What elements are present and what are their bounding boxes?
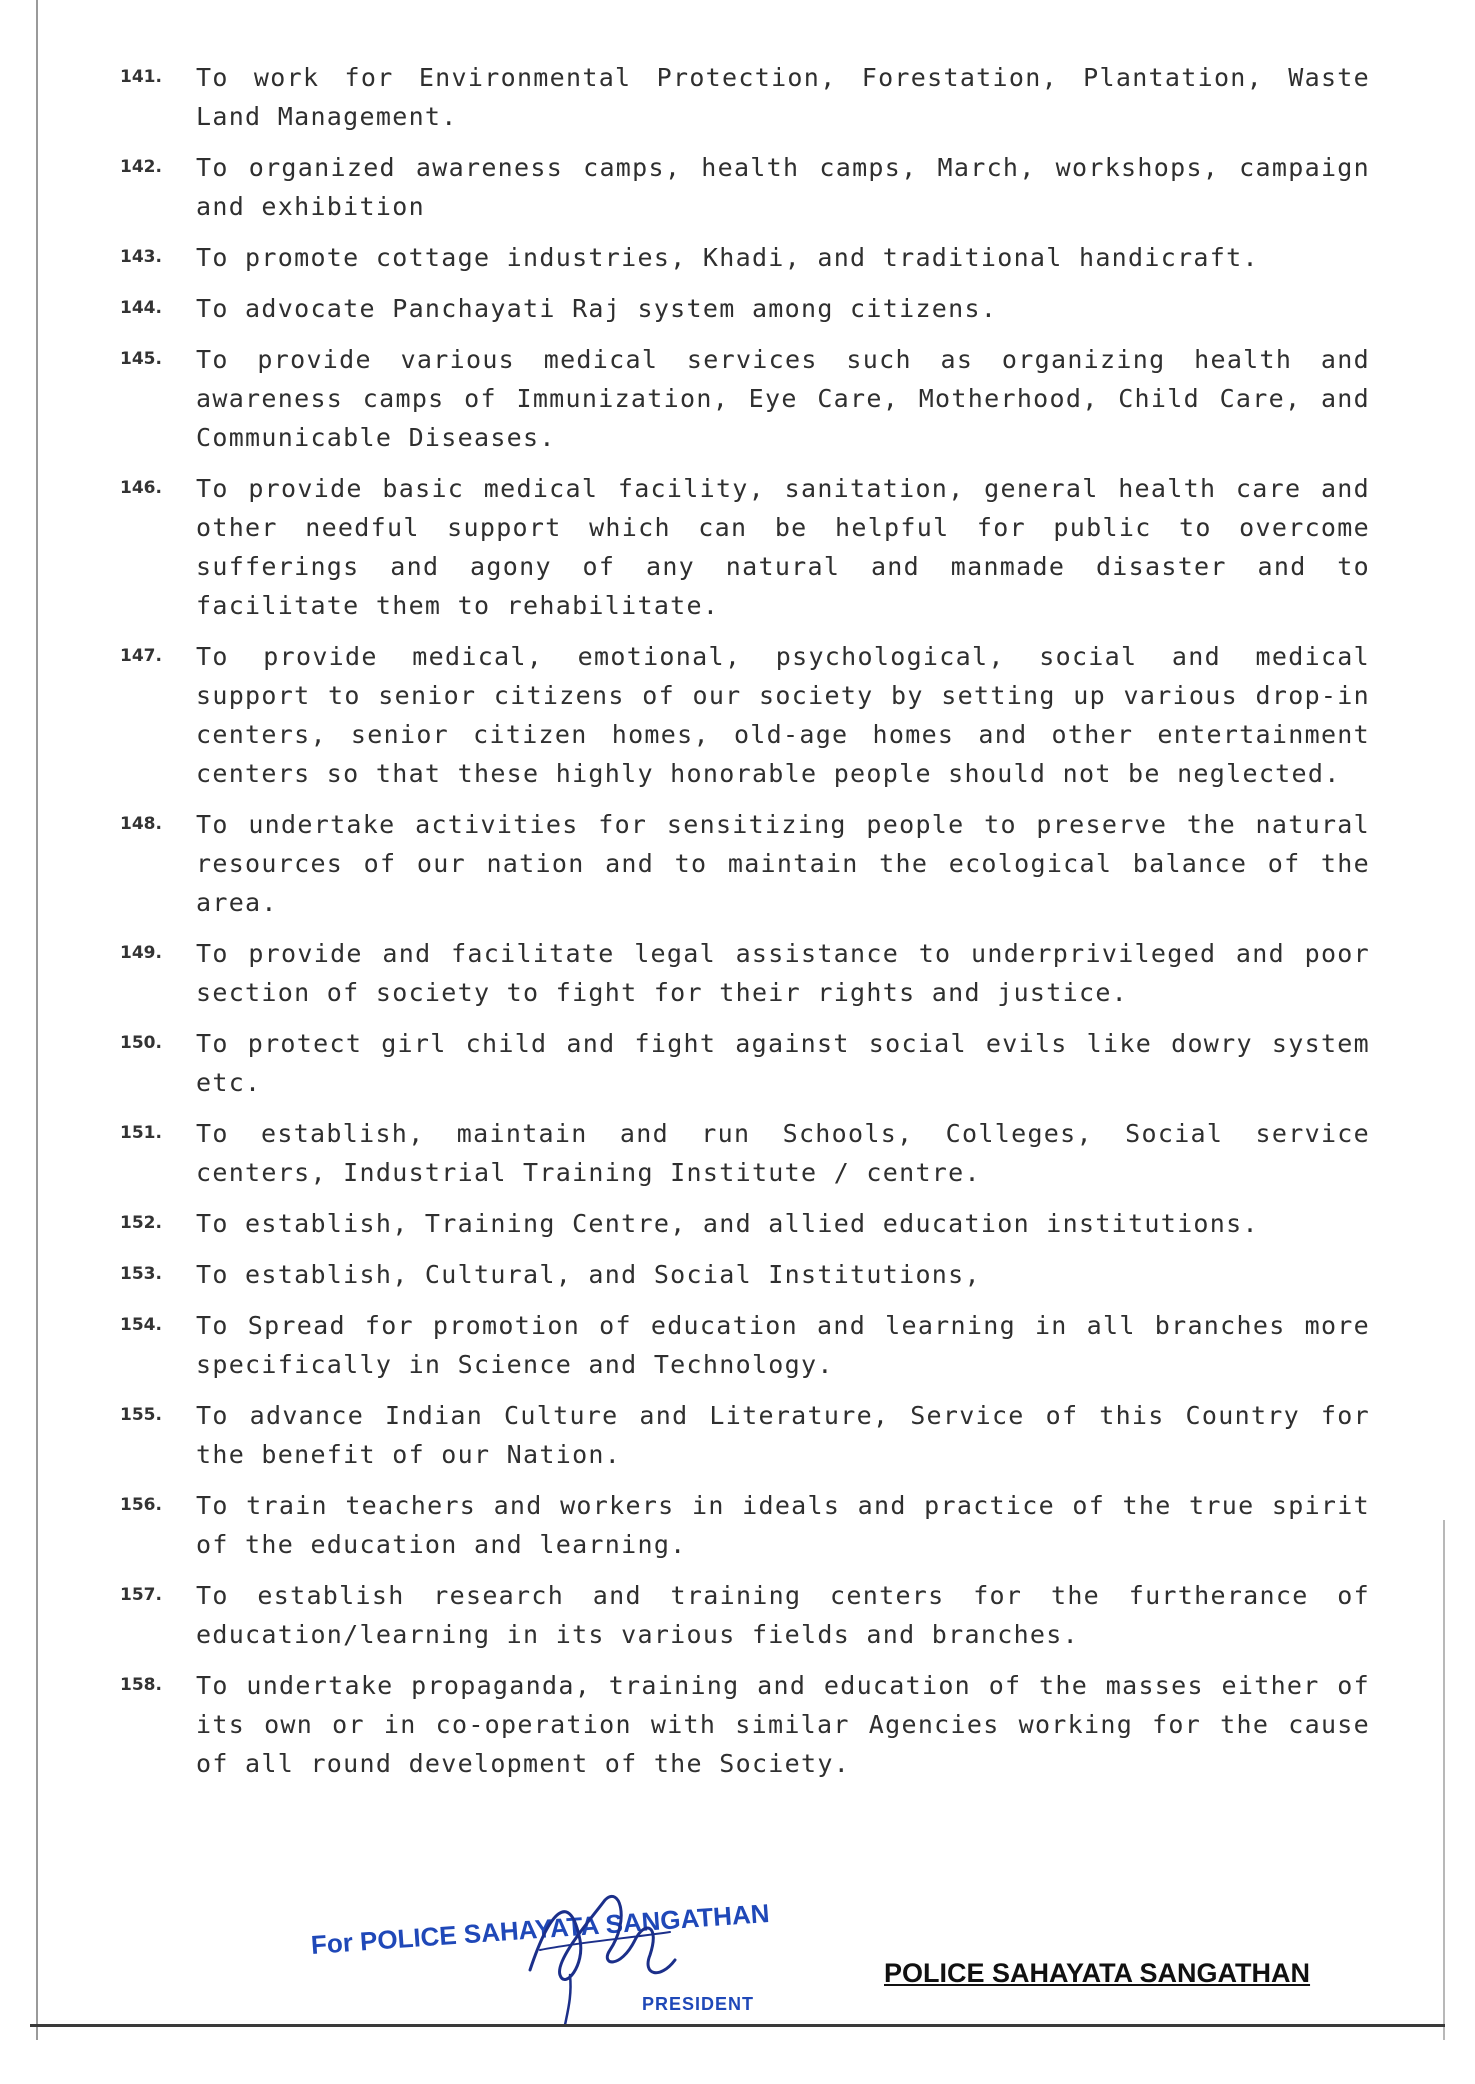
item-number: 142. — [120, 157, 162, 177]
item-text: To provide basic medical facility, sanitation, general health care and other needful support which can be helpful for public to overcome sufferings and agony of any natural and manmade disaster and to facilitate them to rehabilitate. — [196, 474, 1370, 620]
seal-president-label: PRESIDENT — [642, 1994, 755, 2014]
list-item — [120, 805, 1370, 922]
item-text: To promote cottage industries, Khadi, and traditional handicraft. — [196, 243, 1259, 272]
item-text: To train teachers and workers in ideals and practice of the true spirit of the education and learning. — [196, 1491, 1370, 1559]
list-item — [120, 1666, 1370, 1783]
footer-org-name: POLICE SAHAYATA SANGATHAN — [884, 1958, 1311, 1988]
list-item — [120, 1486, 1370, 1564]
list-item — [120, 1306, 1370, 1384]
item-number: 158. — [120, 1675, 162, 1695]
item-text: To establish, Training Centre, and allied education institutions. — [196, 1209, 1259, 1238]
item-number: 155. — [120, 1405, 162, 1425]
objectives-list — [120, 58, 1370, 1795]
item-text: To provide various medical services such as organizing health and awareness camps of Immunization, Eye Care, Motherhood, Child Care, and Communicable Diseases. — [196, 345, 1370, 452]
list-item — [120, 58, 1370, 136]
list-item — [120, 934, 1370, 1012]
item-text: To undertake activities for sensitizing people to preserve the natural resources of our nation and to maintain the ecological balance of the area. — [196, 810, 1370, 917]
item-number: 154. — [120, 1315, 162, 1335]
item-number: 145. — [120, 349, 162, 369]
list-item — [120, 1255, 1370, 1294]
seal-org-line: For POLICE SAHAYATA SANGATHAN — [310, 1897, 771, 1960]
item-text: To establish, Cultural, and Social Institutions, — [196, 1260, 981, 1289]
item-text: To undertake propaganda, training and education of the masses either of its own or in co-operation with similar Agencies working for the cause of all round development of the Society. — [196, 1671, 1370, 1778]
page-right-edge — [1443, 1520, 1445, 2040]
item-text: To Spread for promotion of education and learning in all branches more specifically in Science and Technology. — [196, 1311, 1370, 1379]
item-text: To advance Indian Culture and Literature, Service of this Country for the benefit of our Nation. — [196, 1401, 1370, 1469]
list-item — [120, 289, 1370, 328]
item-number: 157. — [120, 1585, 162, 1605]
item-number: 147. — [120, 646, 162, 666]
item-number: 151. — [120, 1123, 162, 1143]
list-item — [120, 340, 1370, 457]
item-text: To establish, maintain and run Schools, Colleges, Social service centers, Industrial Training Institute / centre. — [196, 1119, 1370, 1187]
item-number: 153. — [120, 1264, 162, 1284]
item-number: 150. — [120, 1033, 162, 1053]
item-number: 141. — [120, 67, 162, 87]
list-item — [120, 469, 1370, 625]
item-text: To advocate Panchayati Raj system among citizens. — [196, 294, 998, 323]
item-number: 152. — [120, 1213, 162, 1233]
page-left-edge — [36, 0, 38, 2040]
item-number: 144. — [120, 298, 162, 318]
item-number: 146. — [120, 478, 162, 498]
item-number: 143. — [120, 247, 162, 267]
list-item — [120, 1576, 1370, 1654]
list-item — [120, 1114, 1370, 1192]
list-item — [120, 1396, 1370, 1474]
item-text: To provide and facilitate legal assistance to underprivileged and poor section of society to fight for their rights and justice. — [196, 939, 1370, 1007]
bottom-divider — [30, 2024, 1445, 2027]
item-text: To provide medical, emotional, psychological, social and medical support to senior citizens of our society by setting up various drop-in centers, senior citizen homes, old-age homes and other entertainment centers so that these highly honorable people should not be neglected. — [196, 642, 1370, 788]
item-text: To establish research and training centers for the furtherance of education/learning in its various fields and branches. — [196, 1581, 1370, 1649]
list-item — [120, 238, 1370, 277]
list-item — [120, 1204, 1370, 1243]
item-number: 148. — [120, 814, 162, 834]
item-text: To work for Environmental Protection, Forestation, Plantation, Waste Land Management. — [196, 63, 1370, 131]
item-number: 149. — [120, 943, 162, 963]
list-item — [120, 637, 1370, 793]
item-text: To organized awareness camps, health camps, March, workshops, campaign and exhibition — [196, 153, 1370, 221]
list-item — [120, 148, 1370, 226]
list-item — [120, 1024, 1370, 1102]
item-text: To protect girl child and fight against social evils like dowry system etc. — [196, 1029, 1370, 1097]
item-number: 156. — [120, 1495, 162, 1515]
